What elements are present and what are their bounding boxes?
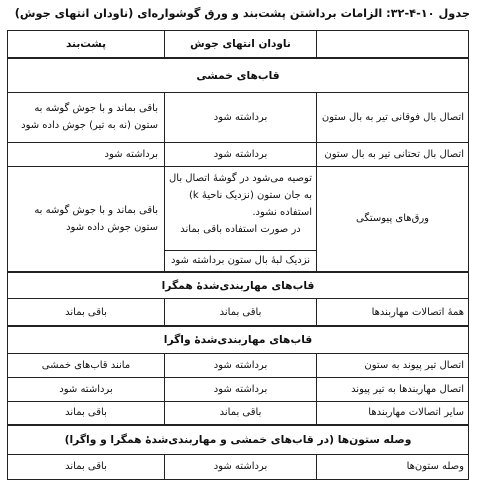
requirements-table — [7, 30, 469, 480]
runoff-tab-cell: برداشته شود — [165, 353, 317, 377]
section-heading-moment-frames: قاب‌های خمشی — [8, 58, 469, 93]
connection-cell: اتصال مهاربندها به تیر پیوند — [317, 377, 469, 401]
runoff-tab-cell: برداشته شود — [165, 454, 317, 479]
section-heading-concentric-braced: قاب‌های مهاربندی‌شدهٔ همگرا — [8, 272, 469, 299]
table-row — [8, 142, 469, 166]
backing-cell: باقی بماند — [8, 454, 165, 479]
connection-cell: اتصال بال فوقانی تیر به بال ستون — [317, 92, 469, 142]
table-row — [8, 377, 469, 401]
connection-cell: سایر اتصالات مهاربندها — [317, 401, 469, 425]
table-row — [8, 401, 469, 425]
runoff-tab-cell: باقی بماند — [165, 299, 317, 326]
connection-cell: وصله ستون‌ها — [317, 454, 469, 479]
section-row — [8, 58, 469, 93]
section-row — [8, 326, 469, 353]
connection-cell: اتصال بال تحتانی تیر به بال ستون — [317, 142, 469, 166]
runoff-tab-cell — [165, 166, 317, 250]
backing-cell: برداشته شود — [8, 142, 165, 166]
backing-cell: باقی بماند و با جوش گوشه به ستون (نه به تیر) جوش داده شود — [8, 92, 165, 142]
connection-cell: همهٔ اتصالات مهاربندها — [317, 299, 469, 326]
backing-cell: برداشته شود — [8, 377, 165, 401]
table-row — [8, 299, 469, 326]
runoff-tab-cell: برداشته شود — [165, 377, 317, 401]
backing-cell: باقی بماند — [8, 299, 165, 326]
backing-cell: باقی بماند و با جوش گوشه به ستون جوش داده شود — [8, 166, 165, 271]
runoff-tab-cell: برداشته شود — [165, 92, 317, 142]
runoff-tab-cell: باقی بماند — [165, 401, 317, 425]
runoff-tab-recommendation: توصیه می‌شود در گوشهٔ اتصال بال به جان ستون (نزدیک ناحیهٔ k) استفاده نشود. — [169, 172, 312, 218]
table-row — [8, 353, 469, 377]
table-row — [8, 454, 469, 479]
table-title: جدول ۱۰-۴-۳۲: الزامات برداشتن پشت‌بند و ورق گوشواره‌ای (ناودان انتهای جوش) — [14, 7, 470, 20]
backing-cell: مانند قاب‌های خمشی — [8, 353, 165, 377]
section-row — [8, 425, 469, 454]
section-heading-eccentric-braced: قاب‌های مهاربندی‌شدهٔ واگرا — [8, 326, 469, 353]
connection-cell: اتصال تیر پیوند به ستون — [317, 353, 469, 377]
header-backing: پشت‌بند — [8, 31, 165, 58]
runoff-tab-if-used: در صورت استفاده باقی بماند — [180, 223, 301, 235]
table-row — [8, 92, 469, 142]
header-runoff-tab: ناودان انتهای جوش — [165, 31, 317, 58]
table-row — [8, 166, 469, 250]
header-row — [8, 31, 469, 58]
backing-cell: باقی بماند — [8, 401, 165, 425]
runoff-tab-cell: برداشته شود — [165, 142, 317, 166]
section-row — [8, 272, 469, 299]
section-heading-column-splices: وصله ستون‌ها (در قاب‌های خمشی و مهاربندی‌شدهٔ همگرا و واگرا) — [8, 425, 469, 454]
header-connection — [317, 31, 469, 58]
runoff-tab-near-flange: نزدیک لبهٔ بال ستون برداشته شود — [165, 250, 317, 272]
connection-cell: ورق‌های پیوستگی — [317, 166, 469, 271]
